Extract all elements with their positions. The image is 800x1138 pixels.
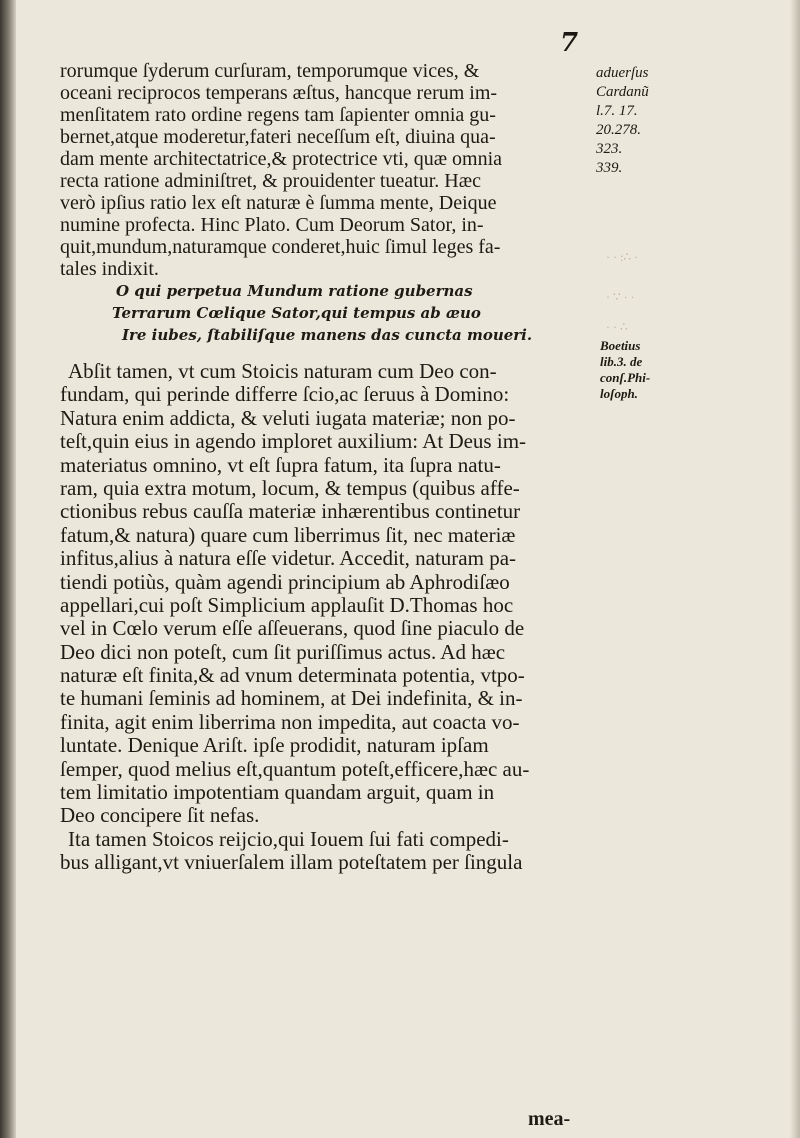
- text-line: numine profecta. Hinc Plato. Cum Deorum Sator, in-: [60, 214, 484, 236]
- text-line: fatum,& natura) quare cum liberrimus ſit, nec materiæ: [60, 523, 516, 547]
- text-line: bus alligant,vt vniuerſalem illam poteſtatem per ſingula: [60, 851, 523, 875]
- text-line: te humani ſeminis ad hominem, at Dei indefinita, & in-: [60, 687, 523, 711]
- margin-note-line: aduerſus: [596, 65, 649, 81]
- text-line: infitus,alius à natura eſſe videtur. Accedit, naturam pa-: [60, 547, 517, 571]
- text-line: menſitatem rato ordine regens tam ſapienter omnia gu-: [60, 104, 496, 126]
- text-line: ctionibus rebus cauſſa materiæ inhærentibus continetur: [60, 500, 521, 524]
- text-line: bernet,atque moderetur,fateri neceſſum eſt, diuina qua-: [60, 126, 496, 148]
- text-line: finita, agit enim liberrima non impedita, aut coacta vo-: [60, 710, 520, 734]
- margin-note-line: 339.: [596, 160, 623, 176]
- text-line: appellari,cui poſt Simplicium applauſit D.Thomas hoc: [60, 593, 514, 617]
- margin-note-line: 323.: [596, 141, 623, 157]
- margin-note-line: loſoph.: [600, 386, 638, 401]
- text-line: dam mente architectatrice,& protectrice vti, quæ omnia: [60, 148, 503, 170]
- text-line: Deo dici non poteſt, cum ſit puriſſimus actus. Ad hæc: [60, 640, 506, 664]
- text-line: Deo concipere ſit nefas.: [60, 804, 260, 828]
- text-line: Ita tamen Stoicos reijcio,qui Iouem ſui fati compedi-: [68, 827, 509, 851]
- text-line: quit,mundum,naturamque conderet,huic ſimul leges fa-: [60, 236, 501, 258]
- text-line: tales indixit.: [60, 258, 159, 280]
- quote-line: Ire iubes, ſtabiliſque manens das cuncta moueri.: [122, 326, 533, 344]
- text-line: tiendi potiùs, quàm agendi principium ab Aphrodiſæo: [60, 570, 510, 594]
- text-line: vel in Cœlo verum eſſe aſſeuerans, quod ſine piaculo de: [60, 617, 525, 641]
- text-line: tem limitatio impotentiam quandam arguit, quam in: [60, 781, 495, 805]
- text-line: naturæ eſt finita,& ad vnum determinata potentia, vtpo-: [60, 664, 525, 688]
- binding-gutter: [0, 0, 16, 1138]
- text-line: ſemper, quod melius eſt,quantum poteſt,efficere,hæc au-: [60, 757, 530, 781]
- show-through-mark: · · :∴ ·: [606, 250, 638, 264]
- text-line: Natura enim addicta, & veluti iugata materiæ; non po-: [60, 406, 516, 430]
- paragraph-2: [60, 360, 600, 875]
- text-line: teſt,quin eius in agendo imploret auxilium: At Deus im-: [60, 430, 527, 454]
- margin-note-cardanus: [596, 64, 686, 178]
- margin-note-line: Boetius: [600, 338, 641, 353]
- text-line: oceani reciprocos temperans æſtus, hancque rerum im-: [60, 82, 498, 104]
- verse-quote: [60, 280, 600, 346]
- margin-note-line: 20.278.: [596, 122, 641, 138]
- text-line: ram, quia extra motum, locum, & tempus (quibus affe-: [60, 476, 520, 500]
- show-through-mark: · · ∴: [606, 320, 628, 334]
- quote-line: Terrarum Cœlique Sator,qui tempus ab æuo: [112, 304, 481, 322]
- margin-note-line: lib.3. de: [600, 354, 643, 369]
- show-through-mark: · ∵ · ·: [606, 290, 635, 304]
- margin-note-line: conſ.Phi-: [600, 370, 651, 385]
- page-edge: [790, 0, 800, 1138]
- margin-note-boetius: [600, 338, 692, 402]
- margin-note-line: Cardanũ: [596, 84, 649, 100]
- text-line: rorumque ſyderum curſuram, temporumque vices, &: [60, 60, 480, 82]
- text-line: luntate. Denique Ariſt. ipſe prodidit, naturam ipſam: [60, 734, 489, 758]
- catchword: mea-: [528, 1108, 571, 1130]
- margin-note-line: l.7. 17.: [596, 103, 638, 119]
- page-number: 7: [560, 28, 579, 58]
- quote-line: O qui perpetua Mundum ratione gubernas: [116, 282, 473, 300]
- text-line: fundam, qui perinde differre ſcio,ac ſeruus à Domino:: [60, 383, 510, 407]
- text-line: recta ratione adminiſtret, & prouidenter tueatur. Hæc: [60, 170, 481, 192]
- text-line: Abſit tamen, vt cum Stoicis naturam cum Deo con-: [68, 360, 497, 383]
- text-line: verò ipſius ratio lex eſt naturæ è ſumma mente, Deique: [60, 192, 497, 214]
- paragraph-1: [60, 60, 600, 280]
- text-line: materiatus omnino, vt eſt ſupra fatum, ita ſupra natu-: [60, 453, 501, 477]
- main-text-block: [60, 60, 600, 875]
